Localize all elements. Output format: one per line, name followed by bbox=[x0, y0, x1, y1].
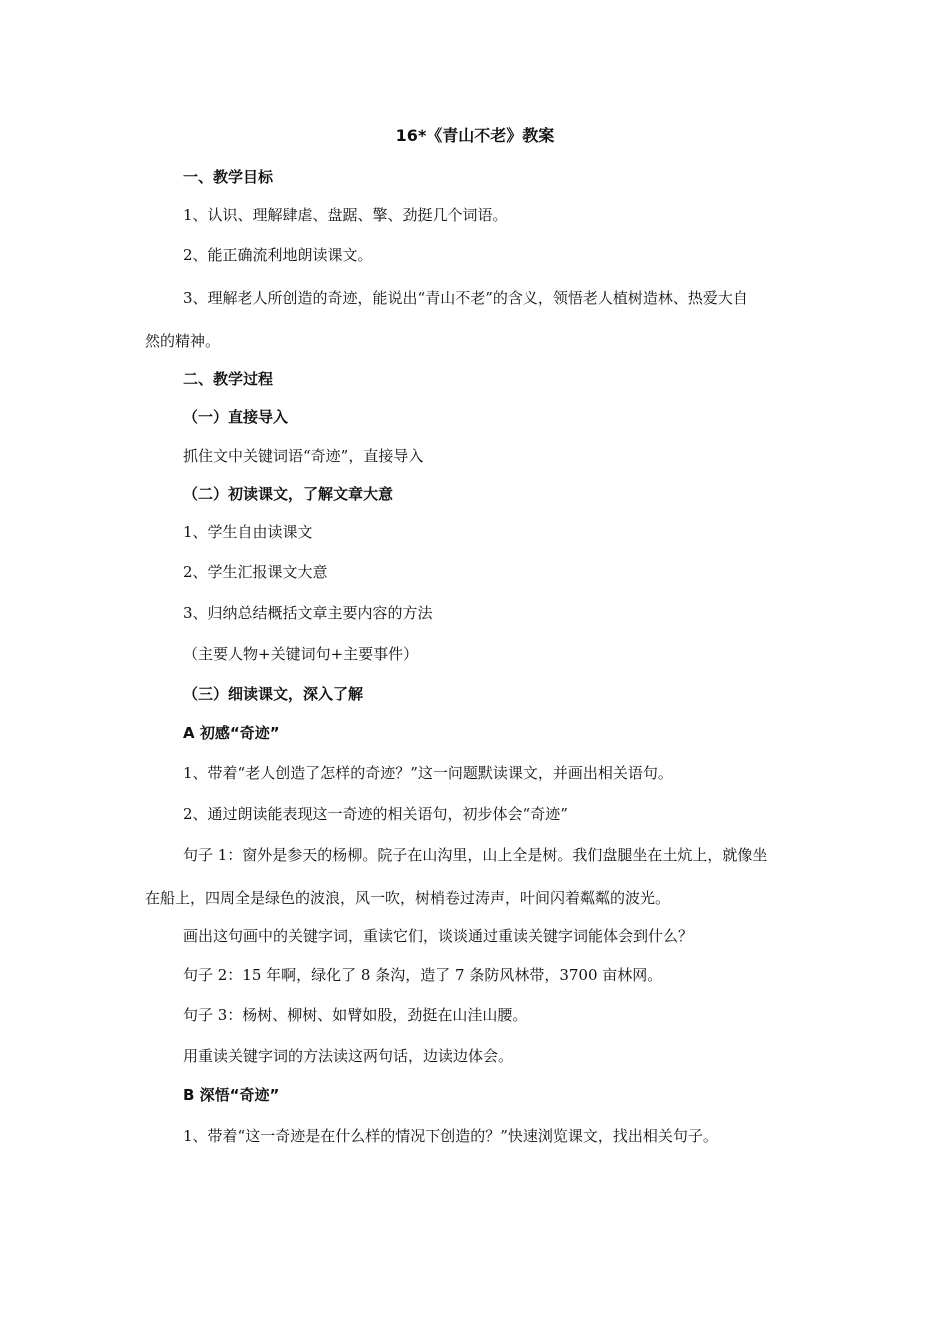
sentence-1-line-2: 在船上，四周全是绿色的波浪，风一吹，树梢卷过涛声，叶间闪着粼粼的波光。 bbox=[145, 889, 671, 907]
part-a-heading: A 初感“奇迹” bbox=[183, 724, 280, 742]
sentence-2: 句子 2：15 年啊，绿化了 8 条沟，造了 7 条防风林带，3700 亩林网。 bbox=[183, 966, 663, 984]
sentences-hint: 用重读关键字词的方法读这两句话，边读边体会。 bbox=[183, 1047, 514, 1065]
section-heading-goals: 一、教学目标 bbox=[183, 168, 274, 186]
part-b-heading: B 深悟“奇迹” bbox=[183, 1086, 280, 1104]
part-a-step-1: 1、带着“老人创造了怎样的奇迹？”这一问题默读课文，并画出相关语句。 bbox=[183, 764, 673, 782]
sentence-1-hint: 画出这句画中的关键字词，重读它们，谈谈通过重读关键字词能体会到什么？ bbox=[183, 927, 694, 945]
goal-item-3-line-2: 然的精神。 bbox=[145, 332, 221, 350]
sentence-1-line-1: 句子 1：窗外是参天的杨柳。院子在山沟里，山上全是树。我们盘腿坐在土炕上，就像坐 bbox=[183, 846, 768, 864]
subheading-close-reading: （三）细读课文，深入了解 bbox=[183, 685, 364, 703]
subheading-intro: （一）直接导入 bbox=[183, 408, 289, 426]
part-b-step-1: 1、带着“这一奇迹是在什么样的情况下创造的？”快速浏览课文，找出相关句子。 bbox=[183, 1127, 718, 1145]
document-title: 16*《青山不老》教案 bbox=[395, 126, 555, 145]
intro-paragraph: 抓住文中关键词语“奇迹”，直接导入 bbox=[183, 447, 424, 465]
part-a-step-2: 2、通过朗读能表现这一奇迹的相关语句，初步体会“奇迹” bbox=[183, 805, 568, 823]
section-heading-process: 二、教学过程 bbox=[183, 370, 274, 388]
goal-item-3-line-1: 3、理解老人所创造的奇迹，能说出“青山不老”的含义，领悟老人植树造林、热爱大自 bbox=[183, 289, 748, 307]
first-reading-step-1: 1、学生自由读课文 bbox=[183, 523, 313, 541]
sentence-3: 句子 3：杨树、柳树、如臂如股，劲挺在山洼山腰。 bbox=[183, 1006, 528, 1024]
first-reading-step-2: 2、学生汇报课文大意 bbox=[183, 563, 328, 581]
method-formula: （主要人物+关键词句+主要事件） bbox=[183, 645, 419, 663]
subheading-first-reading: （二）初读课文，了解文章大意 bbox=[183, 485, 394, 503]
goal-item-1: 1、认识、理解肆虐、盘踞、擎、劲挺几个词语。 bbox=[183, 206, 508, 224]
first-reading-step-3: 3、归纳总结概括文章主要内容的方法 bbox=[183, 604, 433, 622]
goal-item-2: 2、能正确流利地朗读课文。 bbox=[183, 246, 373, 264]
